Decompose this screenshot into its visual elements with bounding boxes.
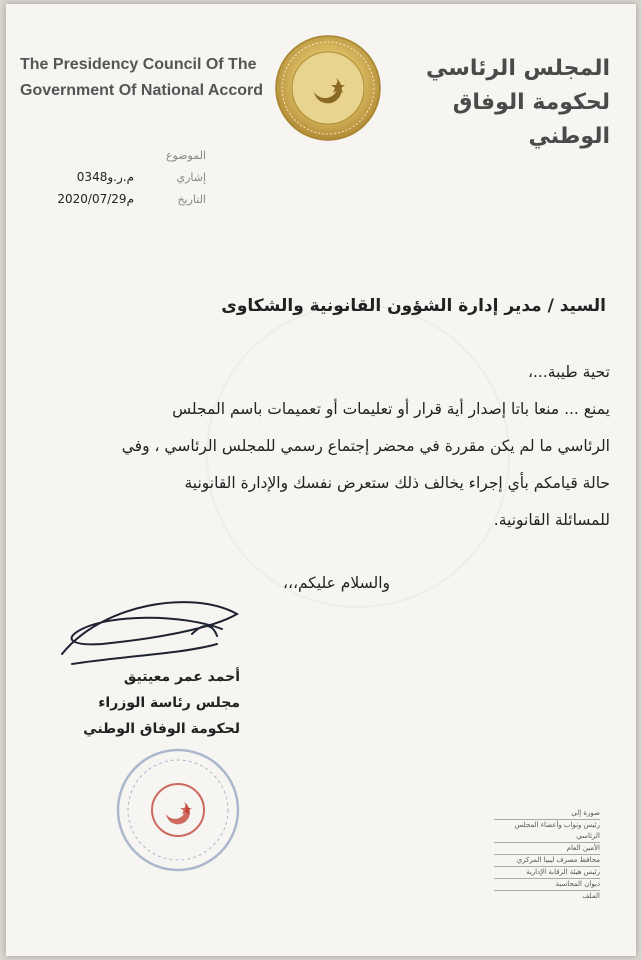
distribution-list (494, 808, 600, 902)
date-value: 2020/07/29م (57, 192, 134, 206)
english-header (20, 52, 270, 104)
subject-row (46, 144, 206, 166)
official-stamp-icon (114, 746, 242, 874)
paragraph-line-1: يمنع ... منعا باتا إصدار أية قرار أو تعليمات أو تعميمات باسم المجلس (172, 400, 610, 418)
letter-meta (46, 144, 206, 210)
arabic-header (380, 52, 610, 154)
closing-salutation: والسلام عليكم،،، (282, 574, 390, 592)
date-label: التاريخ (177, 192, 206, 206)
english-header-line2: Government Of National Accord (20, 82, 263, 99)
distribution-item: رئيس ونواب وأعضاء المجلس الرئاسي (494, 820, 600, 843)
english-header-line1: The Presidency Council Of The (20, 56, 257, 73)
letter-page (6, 4, 636, 956)
distribution-item: الأمين العام (494, 843, 600, 855)
paragraph-line-2: الرئاسي ما لم يكن مقررة في محضر إجتماع رسمي للمجلس الرئاسي ، وفي (121, 437, 610, 455)
greeting: تحية طيبة...، (527, 363, 610, 381)
paragraph-line-4: للمسائلة القانونية. (493, 511, 610, 529)
arabic-header-line2: لحكومة الوفاق الوطني (452, 90, 610, 149)
arabic-header-line1: المجلس الرئاسي (425, 56, 610, 81)
distribution-item: رئيس هيئة الرقابة الإدارية (494, 867, 600, 879)
signer-name: أحمد عمر معيتيق (123, 669, 240, 685)
subject-label: الموضوع (165, 148, 206, 162)
distribution-heading: صورة إلى (494, 808, 600, 820)
signer-title: مجلس رئاسة الوزراء (98, 695, 240, 711)
distribution-item: محافظ مصرف ليبيا المركزي (494, 855, 600, 867)
reference-value: م.ر.و0348 (76, 170, 134, 184)
gold-seal-icon (274, 34, 382, 142)
signer-block (30, 664, 240, 742)
handwritten-signature-icon (42, 584, 252, 674)
distribution-item: ديوان المحاسبة (494, 879, 600, 891)
distribution-item: الملف (582, 892, 600, 900)
date-row (46, 188, 206, 210)
paragraph-line-3: حالة قيامكم بأي إجراء يخالف ذلك ستعرض نفسك والإدارة القانونية (184, 474, 610, 492)
reference-row (46, 166, 206, 188)
reference-label: إشاري (176, 170, 206, 184)
signer-org: لحكومة الوفاق الوطني (83, 721, 240, 737)
recipient-line: السيد / مدير إدارة الشؤون القانونية والشكاوى (221, 296, 606, 316)
letter-body (40, 354, 610, 602)
